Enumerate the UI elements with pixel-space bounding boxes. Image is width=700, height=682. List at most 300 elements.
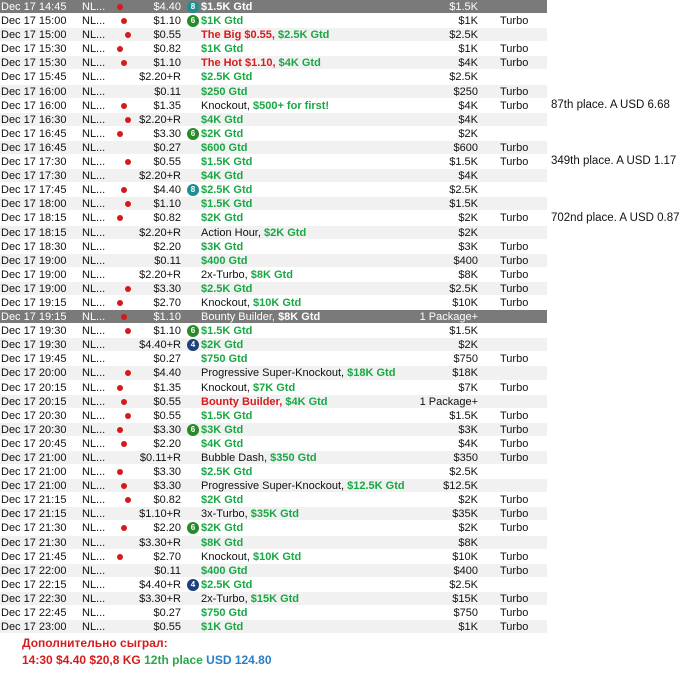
row-date: Dec 17 21:00 <box>1 480 67 493</box>
row-game: NL... <box>82 480 106 493</box>
row-buyin: $3.30 <box>153 423 181 436</box>
row-prize: $400 <box>453 564 478 577</box>
row-name[interactable] <box>201 56 431 70</box>
table-row[interactable] <box>0 395 547 409</box>
row-name[interactable] <box>201 141 431 155</box>
row-name[interactable] <box>201 99 431 113</box>
table-row[interactable] <box>0 240 547 254</box>
table-row[interactable] <box>0 381 547 395</box>
row-buyin: $2.70 <box>153 550 181 563</box>
row-name[interactable] <box>201 85 431 99</box>
row-buyin: $3.30+R <box>139 536 181 549</box>
row-speed: Turbo <box>500 282 529 295</box>
row-guarantee: $10K Gtd <box>252 550 302 563</box>
row-date: Dec 17 19:30 <box>1 339 67 352</box>
table-row[interactable] <box>0 620 547 634</box>
row-buyin: $4.40+R <box>139 578 181 591</box>
row-name[interactable] <box>201 254 431 268</box>
row-guarantee: $2K Gtd <box>201 339 244 352</box>
row-guarantee: $10K Gtd <box>252 296 302 309</box>
row-prize: $8K <box>458 536 478 549</box>
row-game: NL... <box>82 1 106 13</box>
row-guarantee: $15K Gtd <box>250 592 300 605</box>
row-buyin: $1.10 <box>153 325 181 338</box>
row-prize: $2.5K <box>449 466 478 479</box>
row-name[interactable] <box>201 211 431 225</box>
table-row[interactable] <box>0 536 547 550</box>
row-game: NL... <box>82 437 106 450</box>
players-badge-icon: 4 <box>187 579 199 591</box>
row-game: NL... <box>82 156 106 169</box>
table-row[interactable] <box>0 197 547 211</box>
row-date: Dec 17 18:00 <box>1 198 67 211</box>
row-guarantee: $12.5K Gtd <box>347 480 405 493</box>
row-name[interactable] <box>201 0 431 14</box>
table-row[interactable] <box>0 113 547 127</box>
row-buyin: $1.35 <box>153 99 181 112</box>
status-dot-icon <box>121 399 127 405</box>
row-guarantee: $1K Gtd <box>201 621 244 634</box>
row-name[interactable] <box>201 395 431 409</box>
row-date: Dec 17 21:15 <box>1 494 67 507</box>
row-guarantee: $2.5K Gtd <box>201 71 253 84</box>
row-name[interactable] <box>201 592 431 606</box>
row-name-text: Knockout, <box>201 296 250 309</box>
row-guarantee: $8K Gtd <box>250 268 293 281</box>
table-row[interactable] <box>0 0 547 14</box>
row-speed: Turbo <box>500 212 529 225</box>
row-prize: $750 <box>453 353 478 366</box>
row-name[interactable] <box>201 240 431 254</box>
players-badge-icon: 6 <box>187 128 199 140</box>
table-row[interactable] <box>0 268 547 282</box>
row-name[interactable] <box>201 366 431 380</box>
row-prize: $1.5K <box>449 409 478 422</box>
table-row[interactable] <box>0 352 547 366</box>
row-date: Dec 17 17:30 <box>1 156 67 169</box>
row-speed: Turbo <box>500 381 529 394</box>
table-row[interactable] <box>0 169 547 183</box>
row-game: NL... <box>82 99 106 112</box>
table-row[interactable] <box>0 451 547 465</box>
row-date: Dec 17 22:00 <box>1 564 67 577</box>
row-date: Dec 17 19:15 <box>1 311 67 324</box>
row-buyin: $2.20 <box>153 240 181 253</box>
row-game: NL... <box>82 282 106 295</box>
row-guarantee: $2.5K Gtd <box>201 282 253 295</box>
row-name[interactable] <box>201 310 431 324</box>
row-buyin: $2.20 <box>153 437 181 450</box>
row-speed: Turbo <box>500 437 529 450</box>
row-name[interactable] <box>201 338 431 352</box>
row-speed: Turbo <box>500 156 529 169</box>
row-date: Dec 17 16:00 <box>1 99 67 112</box>
status-dot-icon <box>121 525 127 531</box>
status-dot-icon <box>121 103 127 109</box>
status-dot-icon <box>117 300 123 306</box>
players-badge-icon: 4 <box>187 339 199 351</box>
row-prize: $4K <box>458 170 478 183</box>
row-date: Dec 17 16:30 <box>1 113 67 126</box>
row-date: Dec 17 16:45 <box>1 141 67 154</box>
row-name[interactable] <box>201 606 431 620</box>
row-prize: $2.5K <box>449 71 478 84</box>
row-date: Dec 17 17:45 <box>1 184 67 197</box>
row-speed: Turbo <box>500 99 529 112</box>
row-game: NL... <box>82 536 106 549</box>
table-row[interactable] <box>0 127 547 141</box>
status-dot-icon <box>121 18 127 24</box>
row-buyin: $1.35 <box>153 381 181 394</box>
row-date: Dec 17 20:15 <box>1 395 67 408</box>
row-name[interactable] <box>201 507 431 521</box>
row-date: Dec 17 15:30 <box>1 43 67 56</box>
table-row[interactable] <box>0 324 547 338</box>
row-prize: $2.5K <box>449 29 478 42</box>
row-guarantee: $7K Gtd <box>252 381 296 394</box>
row-name[interactable] <box>201 42 431 56</box>
row-date: Dec 17 15:45 <box>1 71 67 84</box>
row-game: NL... <box>82 15 106 28</box>
row-name[interactable] <box>201 70 431 84</box>
row-game: NL... <box>82 621 106 634</box>
row-buyin: $2.20+R <box>139 226 181 239</box>
extra-result-place: 12th place <box>144 653 203 667</box>
row-name[interactable] <box>201 550 431 564</box>
row-buyin: $0.11 <box>154 254 181 267</box>
row-name[interactable] <box>201 465 431 479</box>
row-game: NL... <box>82 43 106 56</box>
row-date: Dec 17 21:00 <box>1 466 67 479</box>
players-badge-icon: 8 <box>187 1 199 13</box>
table-row[interactable] <box>0 155 547 169</box>
table-row[interactable] <box>0 521 547 535</box>
extra-result-details: 14:30 $4.40 $20,8 KG <box>22 653 141 667</box>
table-row[interactable] <box>0 14 547 28</box>
row-name[interactable] <box>201 282 431 296</box>
row-name[interactable] <box>201 296 431 310</box>
row-buyin: $0.55 <box>153 156 181 169</box>
row-prize: $15K <box>452 592 478 605</box>
row-name[interactable] <box>201 536 431 550</box>
row-name-text: 2x-Turbo, <box>201 268 248 281</box>
row-buyin: $3.30+R <box>139 592 181 605</box>
row-game: NL... <box>82 381 106 394</box>
row-guarantee: $4K Gtd <box>201 170 244 183</box>
row-name-text: 3x-Turbo, <box>201 508 248 521</box>
row-name-text: Progressive Super-Knockout, <box>201 480 345 493</box>
table-row[interactable] <box>0 28 547 42</box>
row-prize: $1K <box>458 621 478 634</box>
row-prize: $1.5K <box>449 325 478 338</box>
row-date: Dec 17 20:30 <box>1 423 67 436</box>
row-speed: Turbo <box>500 522 529 535</box>
row-buyin: $0.27 <box>153 141 181 154</box>
table-row[interactable] <box>0 310 547 324</box>
table-row[interactable] <box>0 465 547 479</box>
row-guarantee: $35K Gtd <box>250 508 300 521</box>
row-speed: Turbo <box>500 550 529 563</box>
row-prize: $2K <box>458 339 478 352</box>
row-guarantee: $750 Gtd <box>201 353 248 366</box>
row-prize: $8K <box>458 268 478 281</box>
row-buyin: $2.70 <box>153 296 181 309</box>
row-prize: $2.5K <box>449 184 478 197</box>
row-guarantee: $400 Gtd <box>201 254 248 267</box>
row-prize: $10K <box>452 550 478 563</box>
row-name[interactable] <box>201 493 431 507</box>
extra-result-amount: USD 124.80 <box>206 653 272 667</box>
row-game: NL... <box>82 29 106 42</box>
row-game: NL... <box>82 325 106 338</box>
table-row[interactable] <box>0 42 547 56</box>
row-date: Dec 17 19:45 <box>1 353 67 366</box>
row-name[interactable] <box>201 226 431 240</box>
row-game: NL... <box>82 564 106 577</box>
row-guarantee: $600 Gtd <box>201 141 248 154</box>
table-row[interactable] <box>0 226 547 240</box>
row-guarantee: $1K Gtd <box>201 43 244 56</box>
row-name[interactable] <box>201 197 431 211</box>
row-prize: $2K <box>458 127 478 140</box>
row-name[interactable] <box>201 155 431 169</box>
row-guarantee: $1.5K Gtd <box>201 1 253 13</box>
row-name[interactable] <box>201 437 431 451</box>
row-prize: $3K <box>458 240 478 253</box>
table-row[interactable] <box>0 56 547 70</box>
row-prize: $1.5K <box>449 198 478 211</box>
row-prize: $2K <box>458 226 478 239</box>
row-speed: Turbo <box>500 592 529 605</box>
table-row[interactable] <box>0 211 547 225</box>
row-prize: $4K <box>458 437 478 450</box>
status-dot-icon <box>121 187 127 193</box>
row-date: Dec 17 21:00 <box>1 452 67 464</box>
table-row[interactable] <box>0 592 547 606</box>
row-guarantee: $4K Gtd <box>201 113 244 126</box>
row-buyin: $2.20+R <box>139 113 181 126</box>
row-speed: Turbo <box>500 508 529 521</box>
row-game: NL... <box>82 466 106 479</box>
row-date: Dec 17 19:00 <box>1 282 67 295</box>
table-row[interactable] <box>0 606 547 620</box>
table-row[interactable] <box>0 85 547 99</box>
row-date: Dec 17 16:00 <box>1 85 67 98</box>
players-badge-icon: 6 <box>187 15 199 27</box>
row-buyin: $0.55 <box>153 29 181 42</box>
table-row[interactable] <box>0 366 547 380</box>
row-game: NL... <box>82 508 106 521</box>
players-badge-icon: 8 <box>187 184 199 196</box>
row-name[interactable] <box>201 113 431 127</box>
row-name[interactable] <box>201 620 431 634</box>
row-buyin: $4.40+R <box>139 339 181 352</box>
row-date: Dec 17 22:15 <box>1 578 67 591</box>
row-buyin: $3.30 <box>153 127 181 140</box>
row-date: Dec 17 23:00 <box>1 621 67 634</box>
table-row[interactable] <box>0 70 547 84</box>
row-name[interactable] <box>201 352 431 366</box>
table-row[interactable] <box>0 578 547 592</box>
status-dot-icon <box>117 385 123 391</box>
extra-results-line <box>22 653 272 667</box>
table-row[interactable] <box>0 437 547 451</box>
row-game: NL... <box>82 141 106 154</box>
row-name[interactable] <box>201 268 431 282</box>
row-game: NL... <box>82 578 106 591</box>
row-buyin: $0.55 <box>153 621 181 634</box>
table-row[interactable] <box>0 183 547 197</box>
row-prize: $18K <box>452 367 478 380</box>
row-speed: Turbo <box>500 85 529 98</box>
table-row[interactable] <box>0 296 547 310</box>
row-guarantee: $4K Gtd <box>278 57 321 70</box>
result-note: 87th place. A USD 6.68 <box>551 98 670 111</box>
table-row[interactable] <box>0 338 547 352</box>
result-note: 702nd place. A USD 0.87 <box>551 211 680 224</box>
row-date: Dec 17 16:45 <box>1 127 67 140</box>
row-prize: $12.5K <box>443 480 478 493</box>
row-name-text: Bounty Builder, <box>201 311 275 324</box>
row-name[interactable] <box>201 127 431 141</box>
row-guarantee: $250 Gtd <box>201 85 248 98</box>
row-buyin: $3.30 <box>153 466 181 479</box>
row-name[interactable] <box>201 28 431 42</box>
row-name[interactable] <box>201 409 431 423</box>
players-badge-icon: 6 <box>187 325 199 337</box>
row-speed: Turbo <box>500 240 529 253</box>
row-date: Dec 17 19:00 <box>1 268 67 281</box>
row-date: Dec 17 20:45 <box>1 437 67 450</box>
row-buyin: $0.11 <box>154 85 181 98</box>
row-game: NL... <box>82 423 106 436</box>
row-guarantee: $400 Gtd <box>201 564 248 577</box>
row-guarantee: $3K Gtd <box>201 240 244 253</box>
row-name[interactable] <box>201 578 431 592</box>
row-name-text: Bubble Dash, <box>201 452 268 464</box>
row-name[interactable] <box>201 479 431 493</box>
row-buyin: $0.55 <box>153 409 181 422</box>
status-dot-icon <box>121 441 127 447</box>
table-row[interactable] <box>0 99 547 113</box>
row-date: Dec 17 20:15 <box>1 381 67 394</box>
row-date: Dec 17 19:15 <box>1 296 67 309</box>
row-date: Dec 17 15:30 <box>1 57 67 70</box>
row-date: Dec 17 21:30 <box>1 522 67 535</box>
row-buyin: $4.40 <box>153 367 181 380</box>
row-buyin: $0.11+R <box>139 452 181 464</box>
row-date: Dec 17 19:30 <box>1 325 67 338</box>
row-guarantee: $2.5K Gtd <box>201 184 253 197</box>
row-speed: Turbo <box>500 353 529 366</box>
table-row[interactable] <box>0 564 547 578</box>
row-prize: $2.5K <box>449 282 478 295</box>
row-game: NL... <box>82 71 106 84</box>
row-guarantee: $1K Gtd <box>201 15 244 28</box>
row-speed: Turbo <box>500 296 529 309</box>
row-guarantee: $1.5K Gtd <box>201 198 253 211</box>
row-game: NL... <box>82 184 106 197</box>
table-row[interactable] <box>0 409 547 423</box>
row-prize: $4K <box>458 113 478 126</box>
row-guarantee: $8K Gtd <box>278 311 321 324</box>
row-name-highlight: Bounty Builder, <box>201 395 283 408</box>
table-row[interactable] <box>0 479 547 493</box>
table-row[interactable] <box>0 282 547 296</box>
row-speed: Turbo <box>500 423 529 436</box>
status-dot-icon <box>117 215 123 221</box>
row-game: NL... <box>82 339 106 352</box>
row-guarantee: $3K Gtd <box>201 423 244 436</box>
row-prize: $4K <box>458 99 478 112</box>
row-buyin: $0.82 <box>153 43 181 56</box>
row-game: NL... <box>82 311 106 324</box>
row-buyin: $2.20+R <box>139 71 181 84</box>
row-prize: $750 <box>453 607 478 620</box>
row-game: NL... <box>82 198 106 211</box>
row-name[interactable] <box>201 183 431 197</box>
row-game: NL... <box>82 127 106 140</box>
table-row[interactable] <box>0 507 547 521</box>
row-name[interactable] <box>201 423 431 437</box>
row-date: Dec 17 22:30 <box>1 592 67 605</box>
row-game: NL... <box>82 170 106 183</box>
row-buyin: $0.82 <box>153 212 181 225</box>
row-name[interactable] <box>201 169 431 183</box>
row-game: NL... <box>82 57 106 70</box>
row-buyin: $0.11 <box>154 564 181 577</box>
row-name[interactable] <box>201 564 431 578</box>
status-dot-icon <box>121 483 127 489</box>
row-name[interactable] <box>201 521 431 535</box>
row-guarantee: $8K Gtd <box>201 536 244 549</box>
row-speed: Turbo <box>500 57 529 70</box>
row-game: NL... <box>82 367 106 380</box>
row-game: NL... <box>82 296 106 309</box>
row-prize: $250 <box>453 85 478 98</box>
row-game: NL... <box>82 254 106 267</box>
row-date: Dec 17 19:00 <box>1 254 67 267</box>
row-game: NL... <box>82 452 106 464</box>
row-speed: Turbo <box>500 254 529 267</box>
row-guarantee: $350 Gtd <box>270 452 317 464</box>
row-name[interactable] <box>201 324 431 338</box>
row-game: NL... <box>82 522 106 535</box>
status-dot-icon <box>117 131 123 137</box>
table-row[interactable] <box>0 493 547 507</box>
row-name[interactable] <box>201 14 431 28</box>
row-name-highlight: The Big $0.55, <box>201 29 275 42</box>
row-prize: $35K <box>452 508 478 521</box>
row-name[interactable] <box>201 381 431 395</box>
row-date: Dec 17 15:00 <box>1 29 67 42</box>
row-speed: Turbo <box>500 564 529 577</box>
row-date: Dec 17 18:30 <box>1 240 67 253</box>
row-game: NL... <box>82 113 106 126</box>
row-name[interactable] <box>201 451 431 465</box>
table-row[interactable] <box>0 550 547 564</box>
table-row[interactable] <box>0 423 547 437</box>
row-guarantee: $750 Gtd <box>201 607 248 620</box>
table-row[interactable] <box>0 141 547 155</box>
row-game: NL... <box>82 494 106 507</box>
row-prize: $1.5K <box>449 1 478 13</box>
row-game: NL... <box>82 353 106 366</box>
table-row[interactable] <box>0 254 547 268</box>
row-name-text: Knockout, <box>201 99 250 112</box>
row-buyin: $1.10 <box>153 15 181 28</box>
row-prize: 1 Package+ <box>419 311 478 324</box>
